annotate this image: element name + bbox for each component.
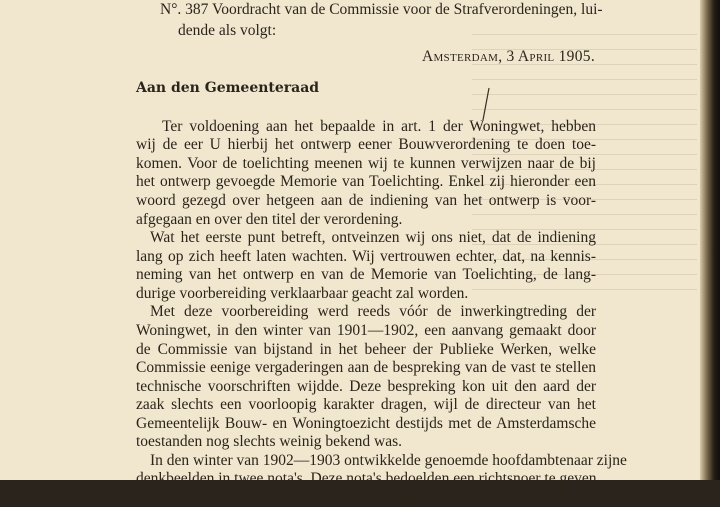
p1-line-3: komen. Voor de toelichting meenen wij te kunnen verwijzen naar de bij xyxy=(136,155,596,172)
header-line-2: dende als volgt: xyxy=(178,22,277,39)
p1-line-4: het ontwerp gevoegde Memorie van Toelichting. Enkel zij hieronder een xyxy=(136,173,596,190)
p1-line-5: woord gezegd over hetgeen aan de indiening van het ontwerp is voor- xyxy=(136,192,596,209)
p2-line-4: durige voorbereiding verklaarbaar geacht zal worden. xyxy=(136,285,469,302)
p3-line-3: de Commissie van bijstand in het beheer der Publieke Werken, welke xyxy=(136,341,596,358)
p3-line-6: zaak slechts een voorloopig karakter dragen, wijl de directeur van het xyxy=(136,396,596,413)
p3-line-5: technische voorschriften wijdde. Deze bespreking kon uit den aard der xyxy=(136,378,596,395)
pen-mark xyxy=(481,86,491,122)
p1-line-2: wij de eer U hierbij het ontwerp eener Bouwverordening te doen toe- xyxy=(136,136,596,153)
item-number-prefix: N°. xyxy=(160,1,182,18)
book-spine-edge xyxy=(700,0,720,480)
p4-line-2: denkbeelden in twee nota's. Deze nota's bedoelden een richtsnoer te geven, xyxy=(136,470,601,487)
header-line-1 xyxy=(160,1,603,19)
header-text-1: 387 Voordracht van de Commissie voor de Strafverordeningen, lui- xyxy=(185,1,603,18)
p1-line-6: afgegaan en over den titel der verordening. xyxy=(136,211,403,228)
p3-line-4: Commissie eenige vergaderingen aan de bespreking van de vast te stellen xyxy=(136,359,596,376)
salutation: Aan den Gemeenteraad xyxy=(136,80,320,96)
p3-line-8: toestanden nog slechts weinig bekend was. xyxy=(136,433,403,450)
p2-line-2: lang op zich heeft laten wachten. Wij vertrouwen echter, dat, na kennis- xyxy=(136,248,596,265)
p3-line-7: Gemeentelijk Bouw- en Woningtoezicht destijds met de Amsterdamsche xyxy=(136,415,596,432)
p2-line-3: neming van het ontwerp en van de Memorie van Toelichting, de lang- xyxy=(136,266,596,283)
dateline: Amsterdam, 3 April 1905. xyxy=(421,48,595,65)
p3-line-1: Met deze voorbereiding werd reeds vóór de inwerkingtreding der xyxy=(150,303,596,320)
p3-line-2: Woningwet, in den winter van 1901—1902, een aanvang gemaakt door xyxy=(136,322,596,339)
p4-line-1: In den winter van 1902—1903 ontwikkelde genoemde hoofdambtenaar zijne xyxy=(150,452,627,469)
p1-line-1: Ter voldoening aan het bepaalde in art. 1 der Woningwet, hebben xyxy=(162,118,596,135)
p2-line-1: Wat het eerste punt betreft, ontveinzen wij ons niet, dat de indiening xyxy=(150,229,596,246)
p4-line-3: dat bij het ontwerpen der verordening gevolgd zou kunnen worden. D xyxy=(136,489,569,506)
